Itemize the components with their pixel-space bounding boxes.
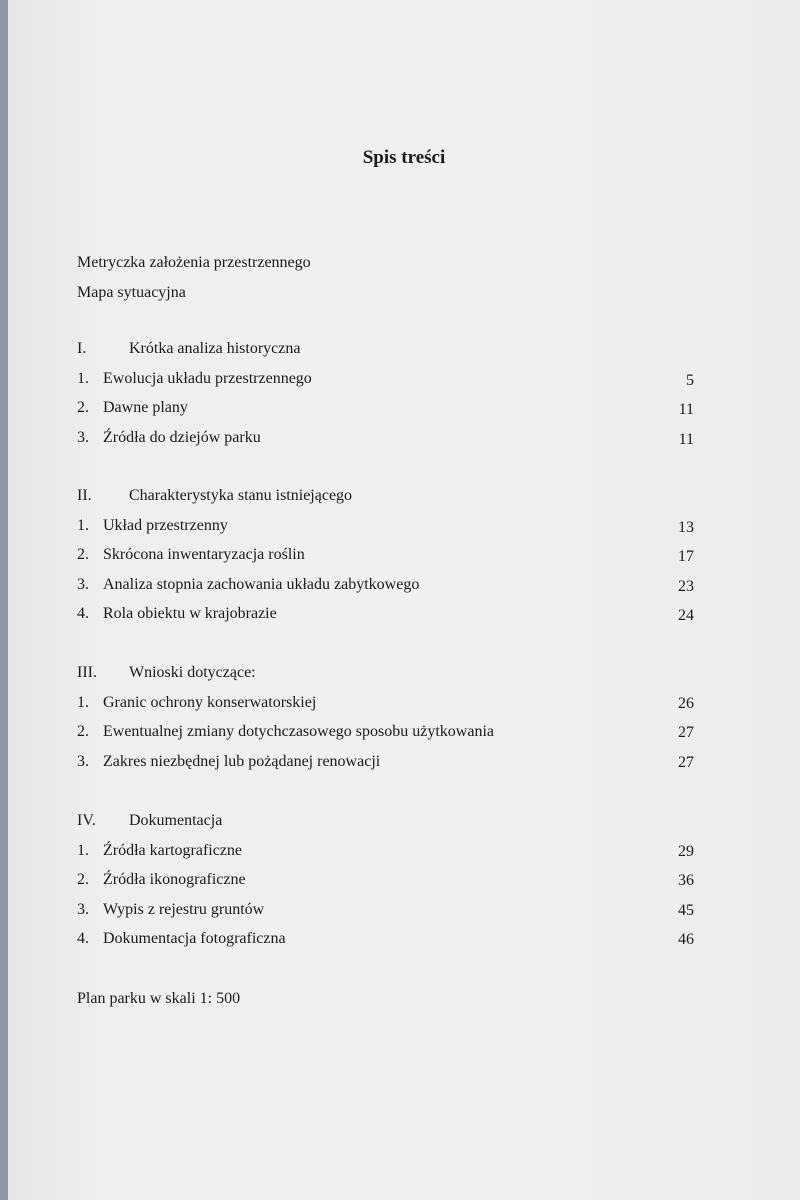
- section-numeral: II.: [77, 487, 92, 504]
- item-number: 3.: [77, 429, 89, 446]
- document-page: [8, 0, 800, 1200]
- item-page-number: 24: [678, 607, 694, 624]
- item-number: 4.: [77, 605, 89, 622]
- item-page-number: 27: [678, 724, 694, 741]
- item-page-number: 11: [678, 401, 694, 418]
- item-text: Źródła do dziejów parku: [103, 429, 261, 446]
- item-page-number: 5: [686, 372, 694, 389]
- item-text: Wypis z rejestru gruntów: [103, 901, 265, 918]
- footer-text: Plan parku w skali 1: 500: [77, 990, 241, 1007]
- item-page-number: 29: [678, 843, 694, 860]
- item-number: 4.: [77, 930, 89, 947]
- item-text: Dokumentacja fotograficzna: [103, 930, 286, 947]
- intro-text: Mapa sytuacyjna: [77, 284, 186, 301]
- section-title: Dokumentacja: [129, 812, 223, 829]
- item-text: Analiza stopnia zachowania układu zabytkowego: [103, 576, 420, 593]
- item-text: Źródła ikonograficzne: [103, 871, 246, 888]
- item-page-number: 27: [678, 754, 694, 771]
- item-text: Granic ochrony konserwatorskiej: [103, 694, 317, 711]
- section-numeral: III.: [77, 664, 97, 681]
- section-title: Wnioski dotyczące:: [129, 664, 256, 681]
- item-number: 2.: [77, 723, 89, 740]
- item-page-number: 26: [678, 695, 694, 712]
- item-text: Zakres niezbędnej lub pożądanej renowacji: [103, 753, 381, 770]
- item-number: 3.: [77, 753, 89, 770]
- item-page-number: 11: [678, 431, 694, 448]
- item-number: 1.: [77, 694, 89, 711]
- item-number: 3.: [77, 576, 89, 593]
- item-number: 1.: [77, 517, 89, 534]
- item-text: Ewolucja układu przestrzennego: [103, 370, 312, 387]
- section-title: Krótka analiza historyczna: [129, 340, 301, 357]
- item-page-number: 36: [678, 872, 694, 889]
- intro-text: Metryczka założenia przestrzennego: [77, 254, 311, 271]
- item-page-number: 45: [678, 902, 694, 919]
- item-text: Źródła kartograficzne: [103, 842, 243, 859]
- item-number: 2.: [77, 871, 89, 888]
- item-page-number: 46: [678, 931, 694, 948]
- item-number: 2.: [77, 399, 89, 416]
- item-page-number: 23: [678, 578, 694, 595]
- item-text: Rola obiektu w krajobrazie: [103, 605, 277, 622]
- item-page-number: 17: [678, 548, 694, 565]
- item-number: 3.: [77, 901, 89, 918]
- item-text: Ewentualnej zmiany dotychczasowego sposobu użytkowania: [103, 723, 494, 740]
- item-number: 1.: [77, 370, 89, 387]
- page-title: Spis treści: [362, 147, 446, 168]
- item-text: Dawne plany: [103, 399, 188, 416]
- item-page-number: 13: [678, 519, 694, 536]
- item-number: 2.: [77, 546, 89, 563]
- section-title: Charakterystyka stanu istniejącego: [129, 487, 353, 504]
- section-numeral: IV.: [77, 812, 96, 829]
- section-numeral: I.: [77, 340, 87, 357]
- item-number: 1.: [77, 842, 89, 859]
- item-text: Układ przestrzenny: [103, 517, 228, 534]
- item-text: Skrócona inwentaryzacja roślin: [103, 546, 305, 563]
